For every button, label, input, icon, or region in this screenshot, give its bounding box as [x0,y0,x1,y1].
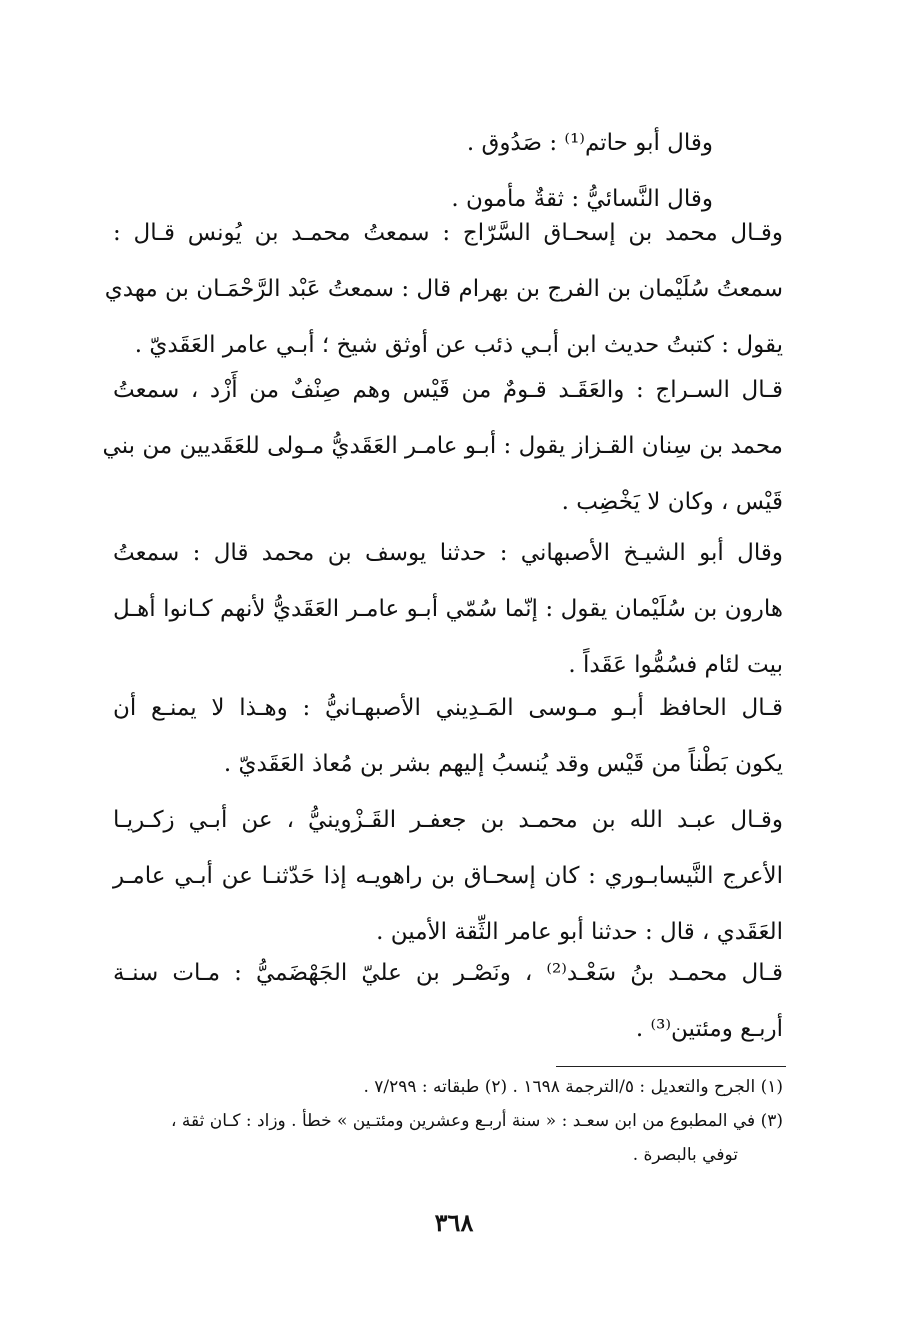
text-line: قـال الحافظ أبـو مـوسى المَـدِيني الأصبهـانيُّ : وهـذا لا يمنـع أن [113,695,783,721]
text-line: هارون بن سُلَيْمان يقول : إنّما سُمّي أبـو عامـر العَقَديُّ لأنهم كـانوا أهـل [113,596,783,622]
text-line: أربـع ومئتين⁽³⁾ . [635,1016,783,1042]
page-number: ٣٦٨ [434,1208,474,1237]
footnote: (٣) في المطبوع من ابن سعـد : « سنة أربـع وعشرين ومئتـين » خطأ . وزاد : كـان ثقة ، [171,1111,783,1131]
paragraph [113,680,783,792]
footnotes [113,1070,783,1172]
text-line: وقال أبو الشيـخ الأصبهاني : حدثنا يوسف بن محمد قال : سمعتُ [113,540,783,566]
text-line: الأعرج النَّيسابـوري : كان إسحـاق بن راهويـه إذا حَدّثنـا عن أبـي عامـر [113,863,783,889]
paragraph [113,525,783,693]
text-line: وقـال محمد بن إسحـاق السَّرّاج : سمعتُ محمـد بن يُونس قـال : [113,220,783,246]
footnote: (١) الجرح والتعديل : ٥/الترجمة ١٦٩٨ . (٢) طبقاته : ٧/٢٩٩ . [363,1077,783,1097]
text-line: العَقَدي ، قال : حدثنا أبو عامر الثِّقة الأمين . [376,919,783,945]
paragraph [102,362,783,530]
footnote-divider [556,1066,786,1067]
text-line: قـال محمـد بنُ سَعْـد⁽²⁾ ، ونَصْـر بن عليّ الجَهْضَميُّ : مـات سنـة [113,960,783,986]
text-line: قـال السـراج : والعَقَـد قـومٌ من قَيْس وهم صِنْفٌ من أَزْد ، سمعتُ [113,377,783,403]
text-line: يقول : كتبتُ حديث ابن أبـي ذئب عن أوثق شيخ ؛ أبـي عامر العَقَديّ . [134,332,783,358]
paragraph [104,205,783,373]
footnote-continuation: توفي بالبصرة . [632,1145,738,1165]
paragraph [113,792,783,960]
text-line: محمد بن سِنان القـزاز يقول : أبـو عامـر العَقَديُّ مـولى للعَقَديين من بني [102,433,783,459]
paragraph [113,945,783,1057]
text-line: بيت لئام فسُمُّوا عَقَداً . [568,652,783,678]
text-line: قَيْس ، وكان لا يَخْضِب . [561,489,783,515]
text-line: سمعتُ سُلَيْمان بن الفرج بن بهرام قال : سمعتُ عَبْد الرَّحْمَـان بن مهدي [104,276,783,302]
text-line: يكون بَطْناً من قَيْس وقد يُنسبُ إليهم بشر بن مُعاذ العَقَديّ . [223,751,783,777]
text-line: وقال النَّسائيُّ : ثقةٌ مأمون . [451,186,713,212]
text-line: وقـال عبـد الله بن محمـد بن جعفـر القَـزْوينيُّ ، عن أبـي زكـريـا [113,807,783,833]
text-line: وقال أبو حاتم⁽¹⁾ : صَدُوق . [466,130,713,156]
